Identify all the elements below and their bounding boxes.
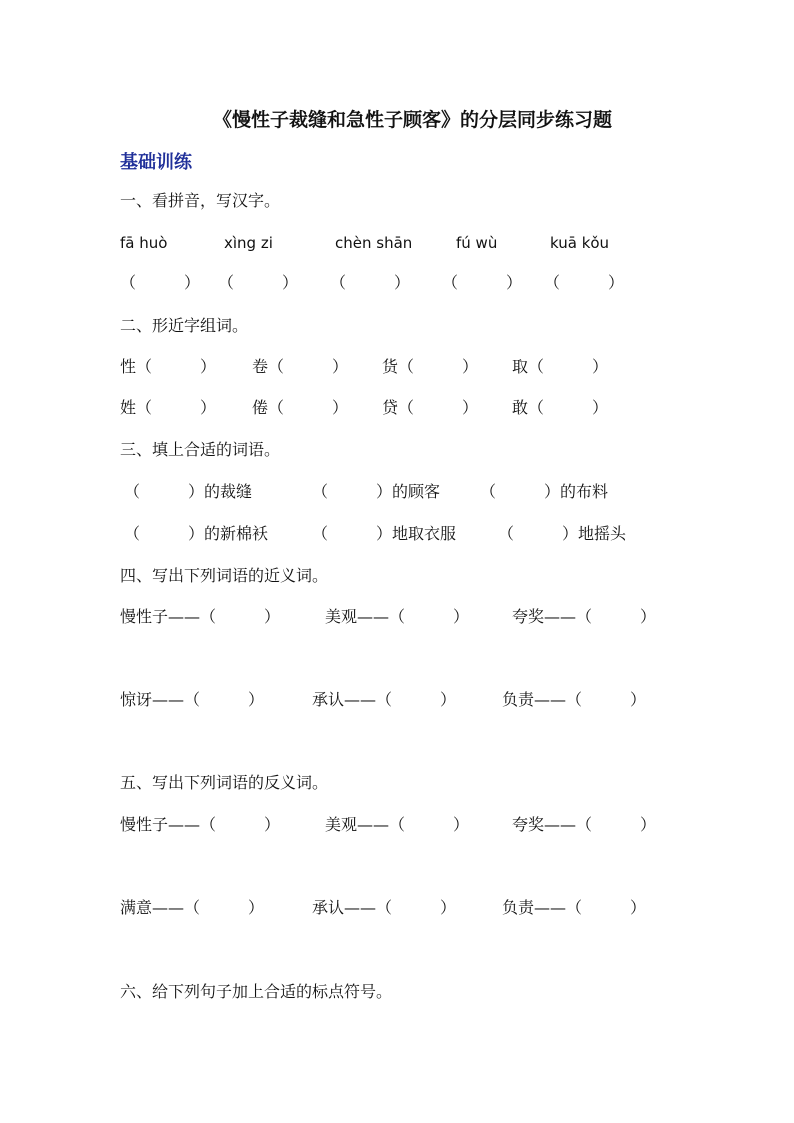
answer-blank[interactable]: （ ）	[120, 273, 201, 292]
pinyin-item: xìng zi	[224, 234, 273, 252]
antonym-item[interactable]: 夸奖——（ ）	[512, 815, 657, 834]
word-group-item[interactable]: 卷（ ）	[252, 357, 349, 376]
pinyin-item: fú wù	[456, 234, 498, 252]
word-group-item[interactable]: 敢（ ）	[512, 398, 609, 417]
page-title: 《慢性子裁缝和急性子顾客》的分层同步练习题	[213, 109, 613, 131]
word-group-item[interactable]: 货（ ）	[382, 357, 479, 376]
word-group-item[interactable]: 性（ ）	[120, 357, 217, 376]
synonym-item[interactable]: 美观——（ ）	[325, 607, 470, 626]
antonym-item[interactable]: 负责——（ ）	[502, 898, 647, 917]
antonym-item[interactable]: 满意——（ ）	[120, 898, 265, 917]
synonym-item[interactable]: 负责——（ ）	[502, 690, 647, 709]
fill-phrase-item[interactable]: （ ）的顾客	[312, 482, 441, 501]
answer-blank[interactable]: （ ）	[330, 273, 411, 292]
section-heading: 基础训练	[120, 152, 192, 173]
synonym-item[interactable]: 夸奖——（ ）	[512, 607, 657, 626]
fill-phrase-item[interactable]: （ ）的裁缝	[124, 482, 253, 501]
question-2-heading: 二、形近字组词。	[120, 316, 249, 335]
word-group-item[interactable]: 倦（ ）	[252, 398, 349, 417]
fill-phrase-item[interactable]: （ ）的新棉袄	[124, 524, 269, 543]
question-6-heading: 六、给下列句子加上合适的标点符号。	[120, 982, 393, 1001]
pinyin-item: fā huò	[120, 234, 168, 252]
word-group-item[interactable]: 贷（ ）	[382, 398, 479, 417]
answer-blank[interactable]: （ ）	[218, 273, 299, 292]
antonym-item[interactable]: 慢性子——（ ）	[120, 815, 281, 834]
antonym-item[interactable]: 承认——（ ）	[312, 898, 457, 917]
synonym-item[interactable]: 承认——（ ）	[312, 690, 457, 709]
question-3-heading: 三、填上合适的词语。	[120, 440, 281, 459]
word-group-item[interactable]: 姓（ ）	[120, 398, 217, 417]
fill-phrase-item[interactable]: （ ）地摇头	[498, 524, 627, 543]
question-5-heading: 五、写出下列词语的反义词。	[120, 773, 329, 792]
answer-blank[interactable]: （ ）	[442, 273, 523, 292]
pinyin-item: chèn shān	[335, 234, 413, 252]
fill-phrase-item[interactable]: （ ）地取衣服	[312, 524, 457, 543]
fill-phrase-item[interactable]: （ ）的布料	[480, 482, 609, 501]
question-4-heading: 四、写出下列词语的近义词。	[120, 566, 329, 585]
word-group-item[interactable]: 取（ ）	[512, 357, 609, 376]
synonym-item[interactable]: 惊讶——（ ）	[120, 690, 265, 709]
synonym-item[interactable]: 慢性子——（ ）	[120, 607, 281, 626]
answer-blank[interactable]: （ ）	[544, 273, 625, 292]
question-1-heading: 一、看拼音，写汉字。	[120, 191, 281, 210]
antonym-item[interactable]: 美观——（ ）	[325, 815, 470, 834]
pinyin-item: kuā kǒu	[550, 234, 610, 252]
